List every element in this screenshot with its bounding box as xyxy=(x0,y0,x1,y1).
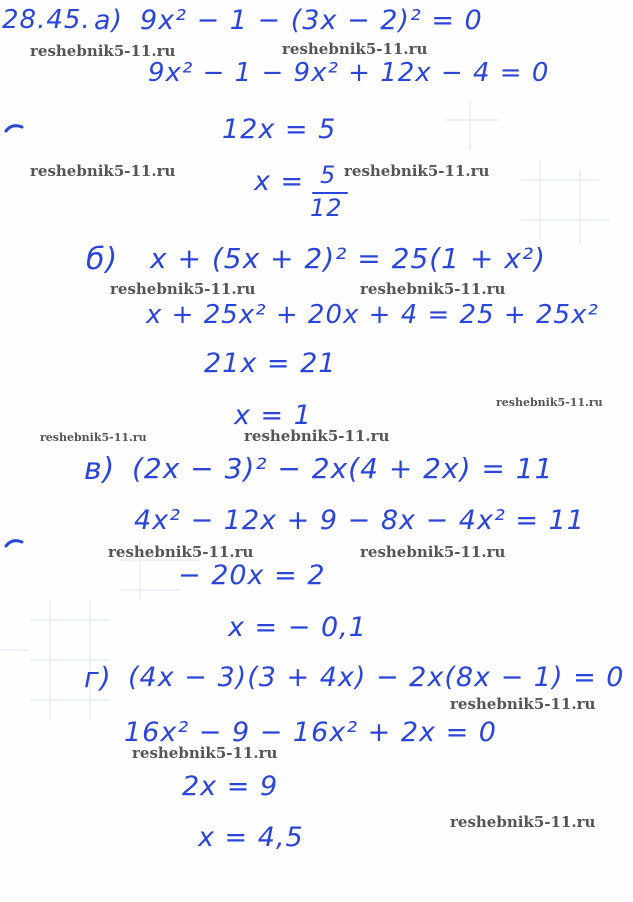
part-b-reduced: 21x = 21 xyxy=(204,348,337,379)
watermark: reshebnik5-11.ru xyxy=(360,543,506,561)
part-a-equation: 9x² − 1 − (3x − 2)² = 0 xyxy=(140,5,483,36)
margin-mark xyxy=(4,121,24,133)
part-b-answer: x = 1 xyxy=(234,400,312,431)
watermark: reshebnik5-11.ru xyxy=(132,744,278,762)
part-g-equation: (4x − 3)(3 + 4x) − 2x(8x − 1) = 0 xyxy=(128,662,625,693)
watermark: reshebnik5-11.ru xyxy=(244,427,390,445)
problem-number: 28.45. xyxy=(2,5,91,35)
watermark: reshebnik5-11.ru xyxy=(344,162,490,180)
watermark: reshebnik5-11.ru xyxy=(108,543,254,561)
watermark: reshebnik5-11.ru xyxy=(40,431,147,444)
watermark: reshebnik5-11.ru xyxy=(450,813,596,831)
part-g-expanded: 16x² − 9 − 16x² + 2x = 0 xyxy=(124,717,497,748)
part-g-answer: x = 4,5 xyxy=(198,822,304,853)
watermark: reshebnik5-11.ru xyxy=(360,280,506,298)
part-v-label: в) xyxy=(84,452,116,487)
part-a-label: а) xyxy=(94,5,124,36)
part-a-answer-lhs: x = xyxy=(254,166,305,197)
part-a-answer-denominator: 12 xyxy=(310,194,343,222)
margin-mark xyxy=(4,536,24,548)
part-a-answer-numerator: 5 xyxy=(320,161,337,189)
watermark: reshebnik5-11.ru xyxy=(496,396,603,409)
watermark: reshebnik5-11.ru xyxy=(30,162,176,180)
part-v-equation: (2x − 3)² − 2x(4 + 2x) = 11 xyxy=(132,452,554,485)
part-v-reduced: − 20x = 2 xyxy=(178,560,326,591)
part-b-label: б) xyxy=(86,242,119,277)
part-b-expanded: x + 25x² + 20x + 4 = 25 + 25x² xyxy=(146,300,599,330)
part-a-expanded: 9x² − 1 − 9x² + 12x − 4 = 0 xyxy=(148,58,550,88)
part-g-label: г) xyxy=(84,661,112,694)
watermark: reshebnik5-11.ru xyxy=(282,40,428,58)
part-a-reduced: 12x = 5 xyxy=(222,114,337,145)
watermark: reshebnik5-11.ru xyxy=(110,280,256,298)
watermark: reshebnik5-11.ru xyxy=(30,42,176,60)
part-v-answer: x = − 0,1 xyxy=(228,612,367,643)
part-v-expanded: 4x² − 12x + 9 − 8x − 4x² = 11 xyxy=(134,505,585,536)
watermark: reshebnik5-11.ru xyxy=(450,695,596,713)
part-b-equation: x + (5x + 2)² = 25(1 + x²) xyxy=(150,242,546,275)
part-g-reduced: 2x = 9 xyxy=(182,771,279,802)
